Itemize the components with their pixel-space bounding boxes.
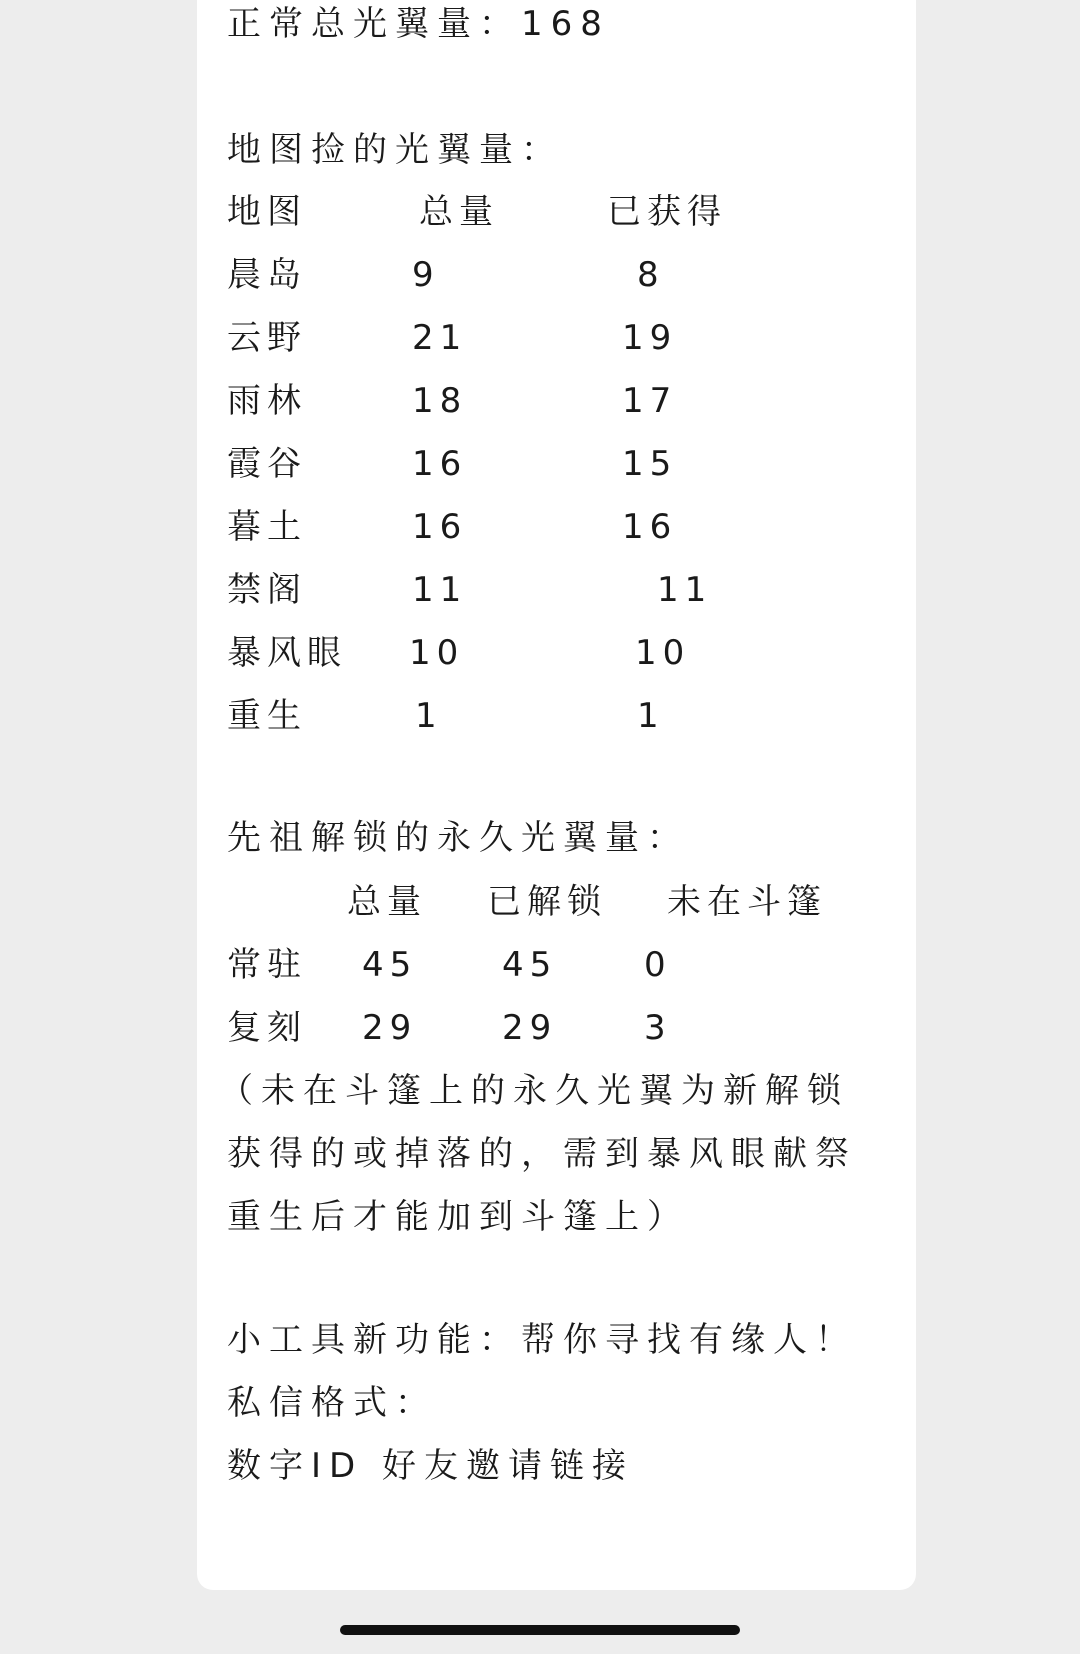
ancestor-header-unlocked: 已解锁 xyxy=(487,882,607,922)
map-name: 云野 xyxy=(227,318,307,358)
map-obtained: 11 xyxy=(657,570,713,610)
map-header-total: 总量 xyxy=(419,192,499,232)
map-header-map: 地图 xyxy=(227,192,307,232)
ancestor-header-total: 总量 xyxy=(347,882,427,922)
ancestor-not-on-cape: 0 xyxy=(644,945,672,985)
map-total: 16 xyxy=(412,444,468,484)
ancestor-note-line: （未在斗篷上的永久光翼为新解锁 xyxy=(219,1071,849,1111)
ancestor-total: 45 xyxy=(362,945,418,985)
map-obtained: 17 xyxy=(622,381,678,421)
map-name: 暴风眼 xyxy=(227,633,347,673)
map-total: 1 xyxy=(415,696,443,736)
map-total: 18 xyxy=(412,381,468,421)
map-total: 16 xyxy=(412,507,468,547)
tool-feature-line: 小工具新功能：帮你寻找有缘人！ xyxy=(227,1320,857,1360)
ancestor-section-title: 先祖解锁的永久光翼量： xyxy=(227,818,689,858)
ancestor-unlocked: 45 xyxy=(502,945,558,985)
map-total: 11 xyxy=(412,570,468,610)
map-name: 禁阁 xyxy=(227,570,307,610)
ancestor-unlocked: 29 xyxy=(502,1008,558,1048)
map-section-title: 地图捡的光翼量： xyxy=(227,130,563,170)
map-obtained: 15 xyxy=(622,444,678,484)
map-obtained: 16 xyxy=(622,507,678,547)
ancestor-type: 常驻 xyxy=(227,945,307,985)
map-name: 霞谷 xyxy=(227,444,307,484)
ancestor-total: 29 xyxy=(362,1008,418,1048)
map-obtained: 1 xyxy=(637,696,665,736)
map-obtained: 19 xyxy=(622,318,678,358)
ancestor-type: 复刻 xyxy=(227,1008,307,1048)
message-format-label: 私信格式： xyxy=(227,1383,437,1423)
map-total: 10 xyxy=(409,633,465,673)
ancestor-note-line: 获得的或掉落的，需到暴风眼献祭 xyxy=(227,1134,857,1174)
message-format-value: 数字ID 好友邀请链接 xyxy=(227,1446,635,1486)
total-wings-line: 正常总光翼量：168 xyxy=(227,4,610,44)
map-name: 晨岛 xyxy=(227,255,307,295)
map-name: 重生 xyxy=(227,696,307,736)
map-obtained: 8 xyxy=(637,255,665,295)
map-total: 9 xyxy=(412,255,440,295)
message-card xyxy=(197,0,916,1590)
map-obtained: 10 xyxy=(635,633,691,673)
map-name: 雨林 xyxy=(227,381,307,421)
ancestor-not-on-cape: 3 xyxy=(644,1008,672,1048)
map-name: 暮土 xyxy=(227,507,307,547)
home-indicator[interactable] xyxy=(340,1625,740,1635)
map-total: 21 xyxy=(412,318,468,358)
ancestor-header-not-on-cape: 未在斗篷 xyxy=(667,882,827,922)
ancestor-note-line: 重生后才能加到斗篷上） xyxy=(227,1197,689,1237)
map-header-obtained: 已获得 xyxy=(607,192,727,232)
